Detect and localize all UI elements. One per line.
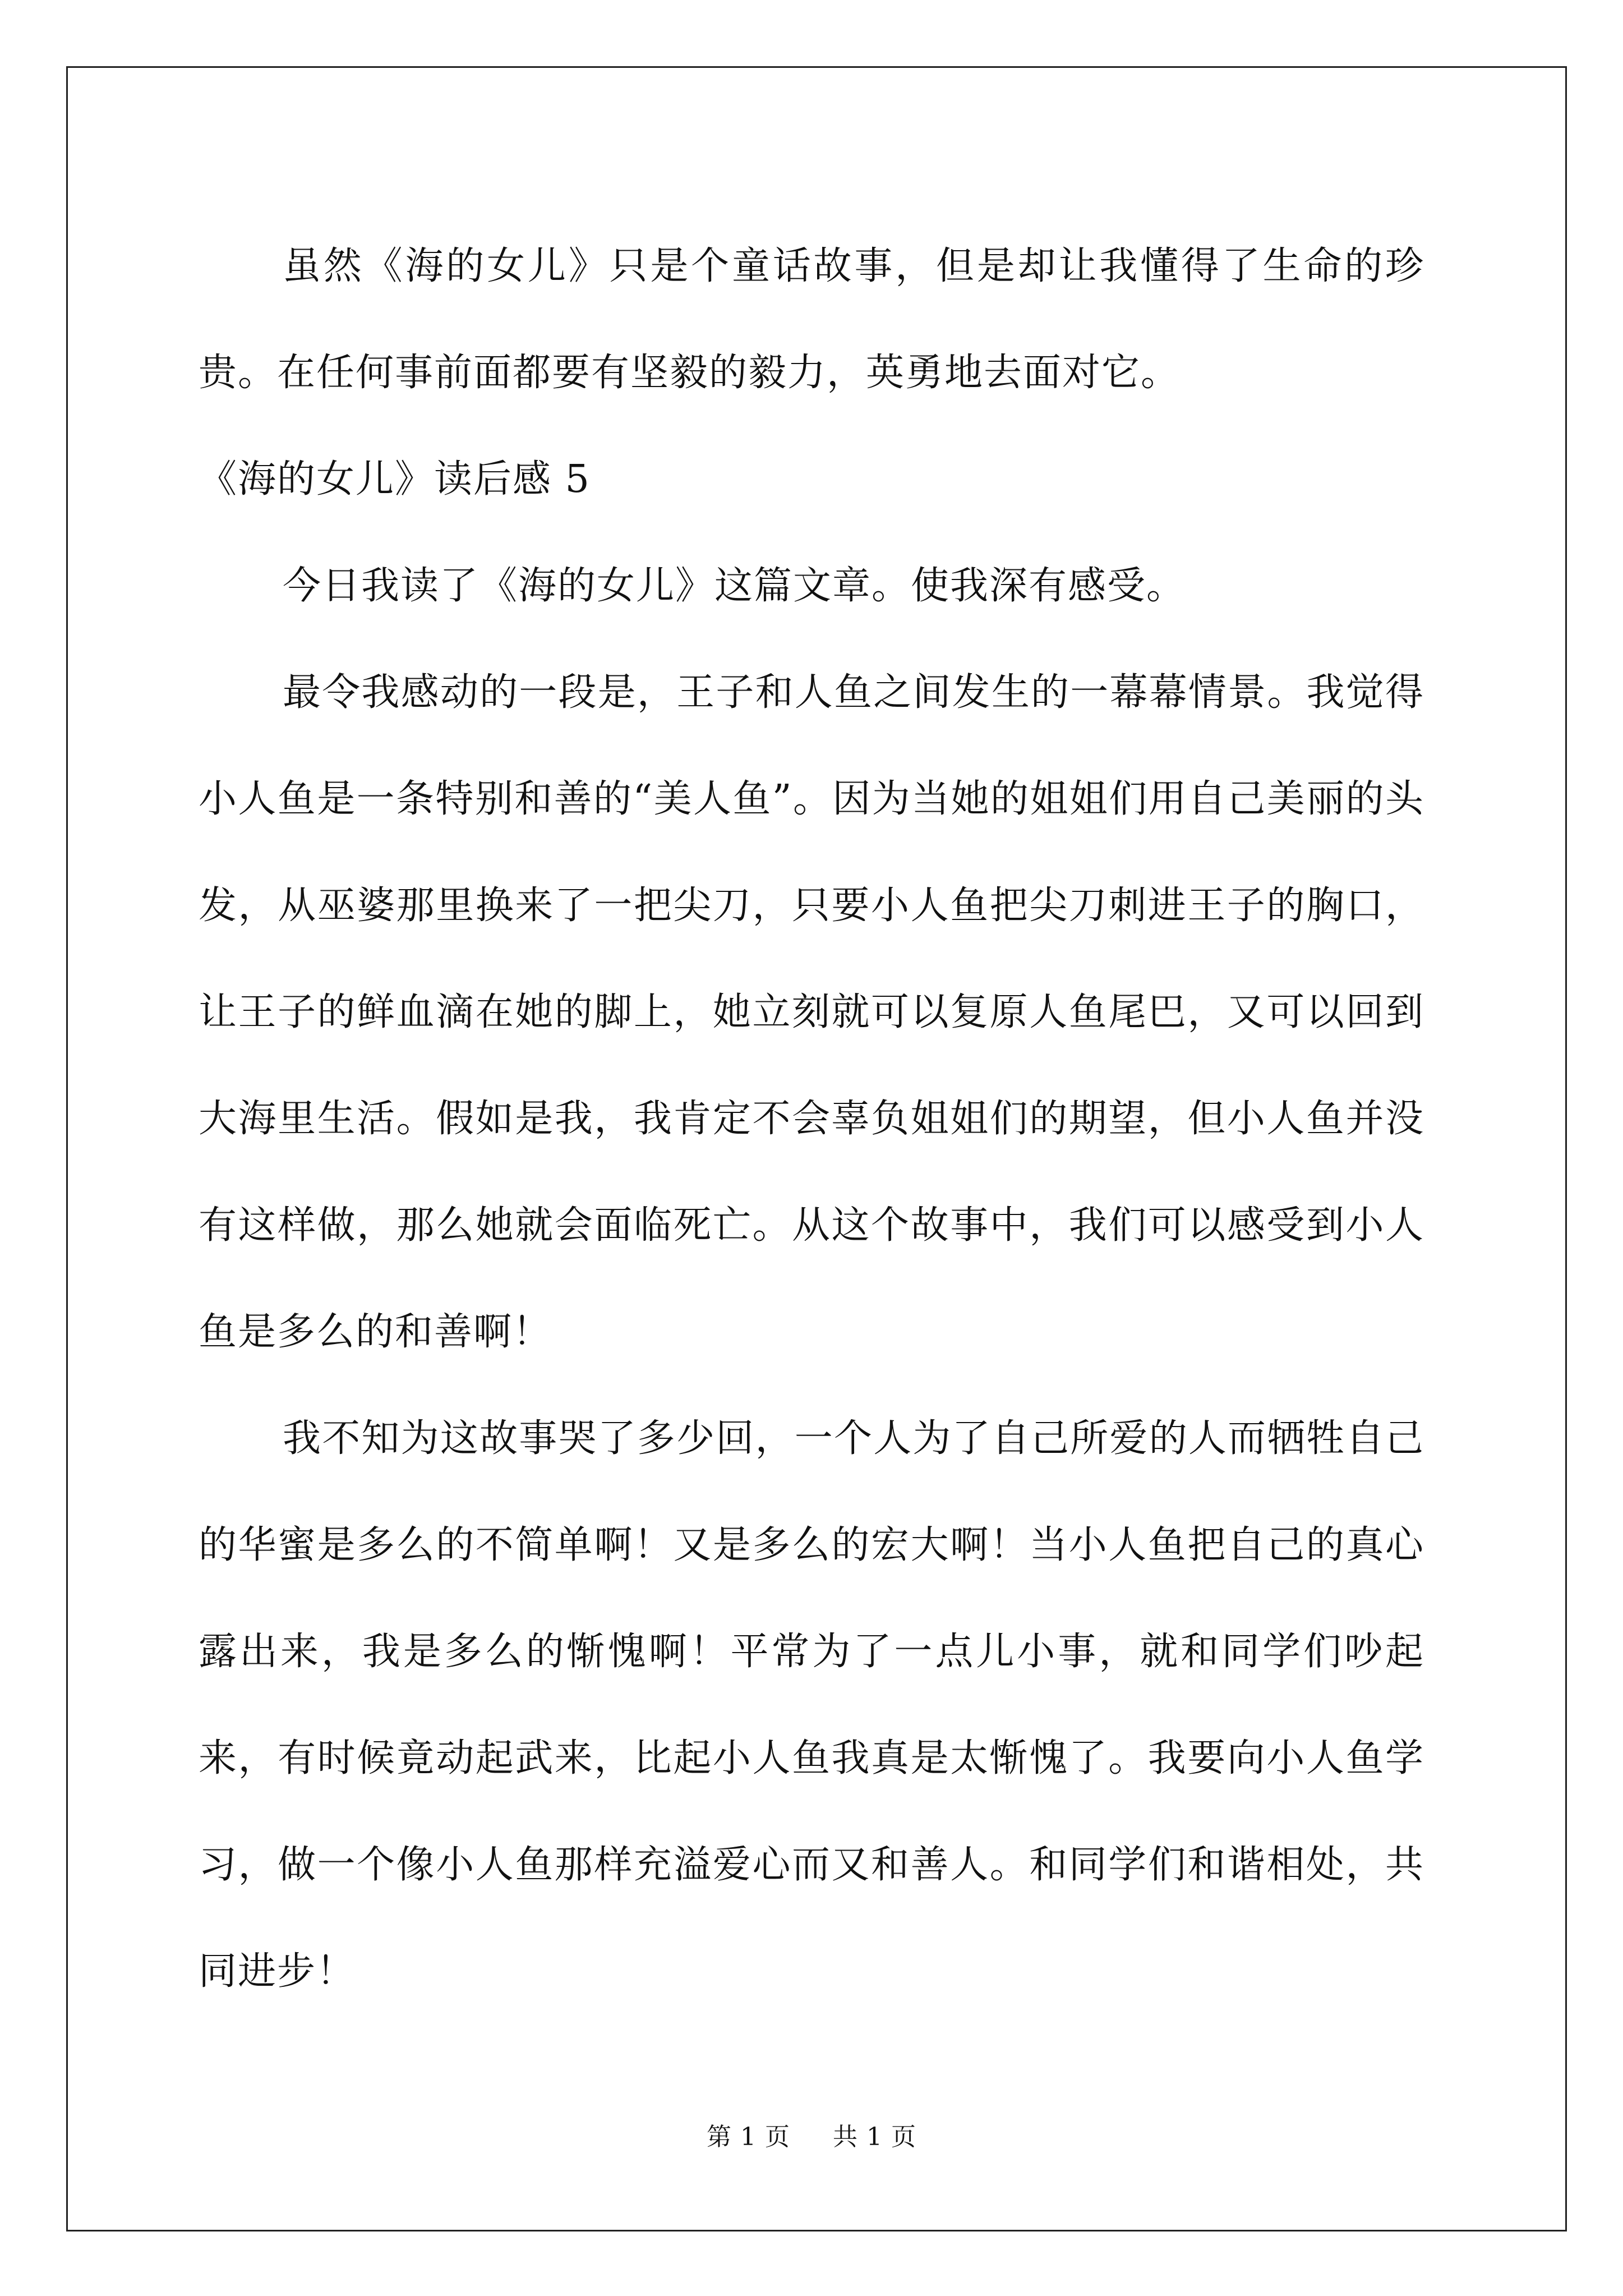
section-heading: 《海的女儿》读后感 5 bbox=[199, 457, 591, 501]
page-number: 第 1 页 bbox=[707, 2123, 790, 2151]
paragraph-2: 今日我读了《海的女儿》这篇文章。使我深有感受。 bbox=[283, 564, 1186, 608]
paragraph-3: 最令我感动的一段是，王子和人鱼之间发生的一幕幕情景。我觉得小人鱼是一条特别和善的“美人鱼”。因为当她的姐姐们用自己美丽的头发，从巫婆那里换来了一把尖刀，只要小人鱼把尖刀刺进王子的胸口，让王子的鲜血滴在她的脚上，她立刻就可以复原人鱼尾巴，又可以回到大海里生活。假如是我，我肯定不会辜负姐姐们的期望，但小人鱼并没有这样做，那么她就会面临死亡。从这个故事中，我们可以感受到小人鱼是多么的和善啊！ bbox=[199, 670, 1424, 1354]
page-footer bbox=[0, 2120, 1623, 2154]
paragraph-1: 虽然《海的女儿》只是个童话故事，但是却让我懂得了生命的珍贵。在任何事前面都要有坚毅的毅力，英勇地去面对它。 bbox=[199, 244, 1424, 395]
paragraph-4: 我不知为这故事哭了多少回，一个人为了自己所爱的人而牺牲自己的华蜜是多么的不简单啊！又是多么的宏大啊！当小人鱼把自己的真心露出来，我是多么的惭愧啊！平常为了一点儿小事，就和同学们吵起来，有时候竟动起武来，比起小人鱼我真是太惭愧了。我要向小人鱼学习，做一个像小人鱼那样充溢爱心而又和善人。和同学们和谐相处，共同进步！ bbox=[199, 1416, 1424, 1994]
document-body bbox=[199, 213, 1424, 2025]
page-total: 共 1 页 bbox=[833, 2123, 916, 2151]
